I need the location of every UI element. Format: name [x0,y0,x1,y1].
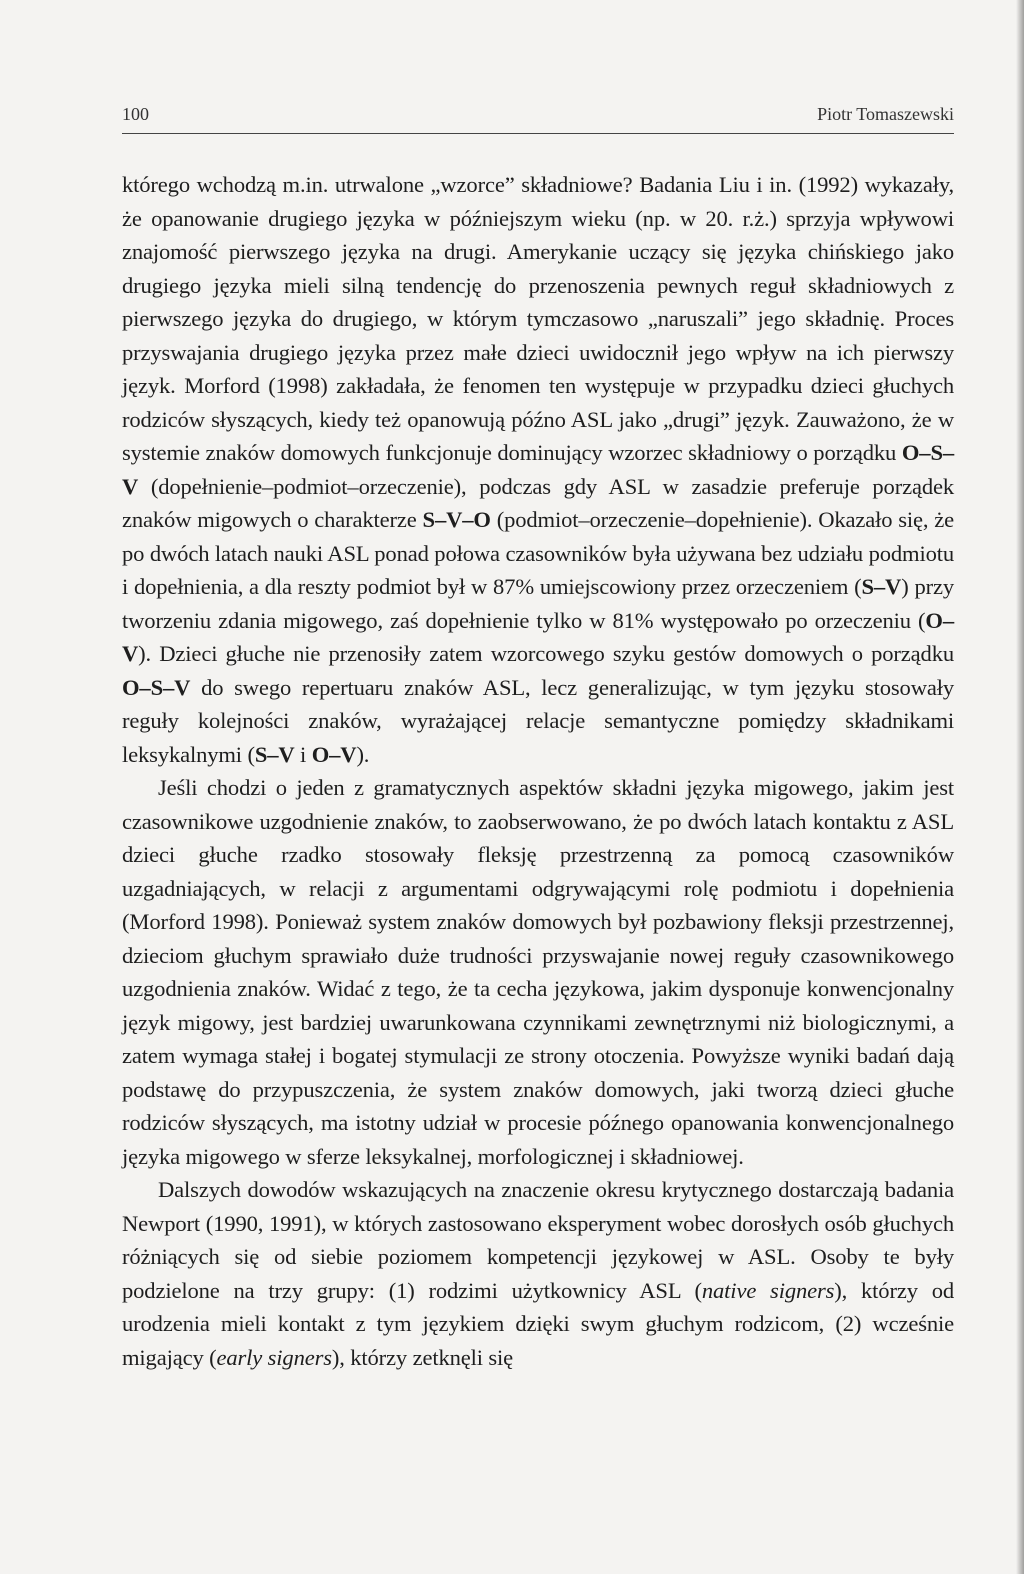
word-order-bold: O–V [311,741,357,767]
text-span: ) przy tworzeniu zdania migowego, zaś dopełnienie tylko w 81% występowało po orzeczeniu ( [122,574,954,633]
italic-term: native signers [701,1277,835,1303]
text-span: (podmiot–orzeczenie–dopełnienie). Okazało się, że po dwóch latach nauki ASL ponad połowa czasowników była używana bez udziału podmiotu i dopełnienia, a dla reszty podmiot był w 87% umiejscowiony przez orzeczeniem ( [122,507,955,599]
text-span: Dalszych dowodów wskazujących na znaczenie okresu krytycznego dostarczają badania Newport (1990, 1991), w których zastosowano eksperyment wobec dorosłych osób głuchych różniących się od siebie poziomem kompetencji językowej w ASL. Osoby te były podzielone na trzy grupy: (1) rodzimi użytkownicy ASL ( [122,1177,954,1303]
word-order-bold: S–V [861,574,902,599]
text-span: ). Dzieci głuche nie przenosiły zatem wzorcowego szyku gestów domowych o porządku [138,641,954,666]
running-head-author: Piotr Tomaszewski [817,104,954,124]
page-edge-shadow [1016,0,1024,1574]
word-order-bold: S–V [254,741,295,767]
word-order-bold: O–S–V [122,674,191,700]
body-text [122,168,954,1374]
text-span: (dopełnienie–podmiot–orzeczenie), podczas gdy ASL w zasadzie preferuje porządek znaków migowych o charakterze [122,473,955,532]
text-span: ), którzy od urodzenia mieli kontakt z tym językiem dzięki swym głuchym rodzicom, (2) wcześnie migający ( [122,1277,955,1370]
text-span: ). [356,741,370,767]
text-span: ), którzy zetknęli się [331,1344,514,1370]
text-span: do swego repertuaru znaków ASL, lecz generalizując, w tym języku stosowały reguły kolejności znaków, wyrażającej relacje semantyczne pomiędzy składnikami leksykalnymi ( [122,674,955,767]
header-rule [122,133,954,134]
running-header [122,104,954,124]
paragraph-3 [122,1173,954,1374]
text-span: którego wchodzą m.in. utrwalone „wzorce” składniowe? Badania Liu i in. (1992) wykazały, że opanowanie drugiego języka w późniejszym wieku (np. w 20. r.ż.) sprzyja wpływowi znajomość pierwszego języka na drugi. Amerykanie uczący się języka chińskiego jako drugiego języka mieli silną tendencję do przenoszenia pewnych reguł składniowych z pierwszego języka do drugiego, w którym tymczasowo „naruszali” jego składnię. Proces przyswajania drugiego języka przez małe dzieci uwidocznił jego wpływ na ich pierwszy język. Morford (1998) zakładała, że fenomen ten występuje w przypadku dzieci głuchych rodziców słyszących, kiedy też opanowują późno ASL jako „drugi” język. Zauważono, że w systemie znaków domowych funkcjonuje dominujący wzorzec składniowy o porządku [122,172,954,465]
paragraph-1 [122,168,954,771]
word-order-bold: O–S–V [122,440,955,499]
paragraph-2: Jeśli chodzi o jeden z gramatycznych aspektów składni języka migowego, jakim jest czasownikowe uzgodnienie znaków, to zaobserwowano, że po dwóch latach kontaktu z ASL dzieci głuche rzadko stosowały fleksję przestrzenną za pomocą czasowników uzgadniających, w relacji z argumentami odgrywającymi rolę podmiotu i dopełnienia (Morford 1998). Ponieważ system znaków domowych był pozbawiony fleksji przestrzennej, dzieciom głuchym sprawiało duże trudności przyswajanie nowej reguły czasownikowego uzgodnienia znaków. Widać z tego, że ta cecha językowa, jakim dysponuje konwencjonalny język migowy, jest bardziej uwarunkowana czynnikami zewnętrznymi niż biologicznymi, a zatem wymaga stałej i bogatej stymulacji ze strony otoczenia. Powyższe wyniki badań dają podstawę do przypuszczenia, że system znaków domowych, jaki tworzą dzieci głuche rodziców słyszących, ma istotny udział w procesie późnego opanowania konwencjonalnego języka migowego w sferze leksykalnej, morfologicznej i składniowej. [122,775,954,1169]
page-number: 100 [122,104,149,124]
word-order-bold: O–V [122,607,954,666]
word-order-bold: S–V–O [422,507,491,532]
italic-term: early signers [216,1344,332,1370]
text-span: i [300,741,307,767]
